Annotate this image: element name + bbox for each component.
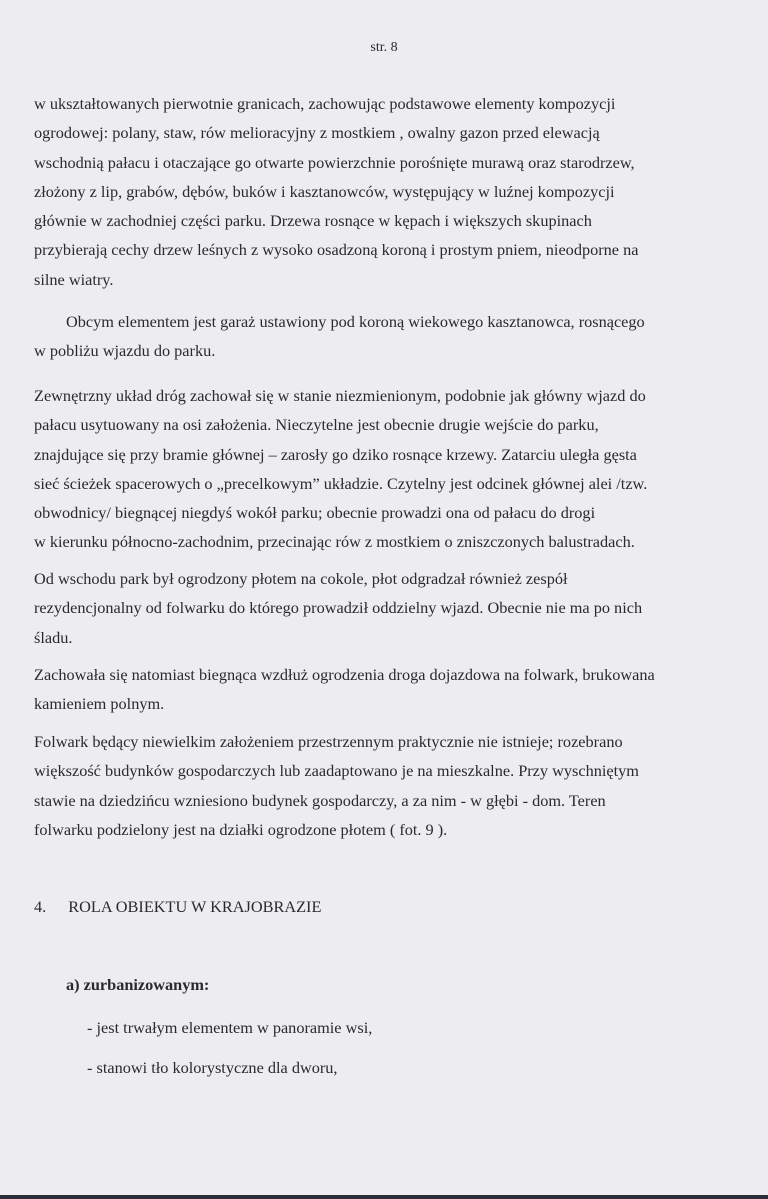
paragraph-fence <box>34 564 642 652</box>
text-line: wschodnią pałacu i otaczające go otwarte powierzchnie porośnięte murawą oraz starodrzew, <box>34 152 635 172</box>
text-line: Zachowała się natomiast biegnąca wzdłuż ogrodzenia droga dojazdowa na folwark, brukowana <box>34 665 655 684</box>
list-item: - jest trwałym elementem w panoramie wsi, <box>87 1018 373 1037</box>
subsection-title: a) zurbanizowanym: <box>66 975 210 994</box>
paragraph-roads <box>34 381 647 557</box>
paragraph-farm <box>34 727 639 844</box>
text-line: sieć ścieżek spacerowych o „precelkowym” układzie. Czytelny jest odcinek głównej alei /tzw. <box>34 473 648 493</box>
text-line: głównie w zachodniej części parku. Drzewa rosnące w kępach i większych skupinach <box>34 211 592 231</box>
text-line: folwarku podzielony jest na działki ogrodzone płotem ( fot. 9 ). <box>34 819 448 839</box>
text-line: w pobliżu wjazdu do parku. <box>34 341 216 361</box>
section-number: 4. <box>34 897 47 916</box>
text-line: Od wschodu park był ogrodzony płotem na cokole, płot odgradzał również zespół <box>34 569 568 588</box>
section-title: ROLA OBIEKTU W KRAJOBRAZIE <box>68 897 322 916</box>
paragraph-garage <box>34 307 645 366</box>
text-line: Zewnętrzny układ dróg zachował się w stanie niezmienionym, podobnie jak główny wjazd do <box>34 386 646 405</box>
text-line: kamieniem polnym. <box>34 694 165 714</box>
list-item: - stanowi tło kolorystyczne dla dworu, <box>87 1058 338 1077</box>
text-line: większość budynków gospodarczych lub zaadaptowano je na mieszkalne. Przy wyschniętym <box>34 761 639 781</box>
text-line: ogrodowej: polany, staw, rów melioracyjny z mostkiem , owalny gazon przed elewacją <box>34 123 600 143</box>
section-heading <box>34 897 321 917</box>
text-line: obwodnicy/ biegnącej niegdyś wokół parku; obecnie prowadzi ona od pałacu do drogi <box>34 503 596 523</box>
text-line: znajdujące się przy bramie głównej – zarosły go dziko rosnące krzewy. Zatarciu uległa gęsta <box>34 444 637 464</box>
text-line: Folwark będący niewielkim założeniem przestrzennym praktycznie nie istnieje; rozebrano <box>34 732 623 751</box>
text-line: stawie na dziedzińcu wzniesiono budynek gospodarczy, a za nim - w głębi - dom. Teren <box>34 790 606 810</box>
text-line: rezydencjonalny od folwarku do którego prowadził oddzielny wjazd. Obecnie nie ma po nich <box>34 598 643 618</box>
text-line: silne wiatry. <box>34 269 114 289</box>
page-number: str. 8 <box>370 40 398 55</box>
text-line: złożony z lip, grabów, dębów, buków i kasztanowców, występujący w luźnej kompozycji <box>34 181 615 201</box>
scan-bottom-edge <box>0 1195 768 1199</box>
paragraph-park-composition <box>34 89 638 294</box>
text-line: Obcym elementem jest garaż ustawiony pod koroną wiekowego kasztanowca, rosnącego <box>66 312 645 331</box>
text-line: pałacu usytuowany na osi założenia. Nieczytelne jest obecnie drugie wejście do parku, <box>34 415 599 435</box>
text-line: w ukształtowanych pierwotnie granicach, zachowując podstawowe elementy kompozycji <box>34 94 616 113</box>
text-line: przybierają cechy drzew leśnych z wysoko osadzoną koroną i prostym pniem, nieodporne na <box>34 240 639 260</box>
text-line: śladu. <box>34 627 73 647</box>
text-line: w kierunku północno-zachodnim, przecinając rów z mostkiem o zniszczonych balustradach. <box>34 532 635 552</box>
paragraph-access-road <box>34 660 655 719</box>
